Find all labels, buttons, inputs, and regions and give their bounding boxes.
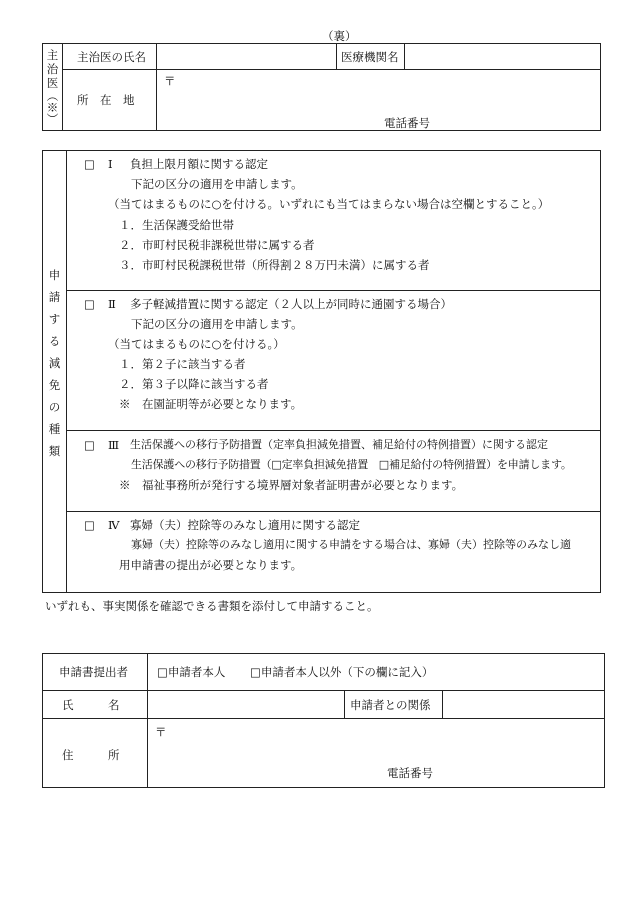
doctor-address-label: 所 在 地 — [77, 93, 135, 107]
section-3-note: ※ 福祉事務所が発行する境界層対象者証明書が必要となります。 — [119, 478, 464, 492]
reduction-side-label: 申 請 す る 減 免 の 種 類 — [48, 268, 61, 458]
page-title: （裏） — [322, 29, 357, 43]
section-1-option: １．生活保護受給世帯 — [119, 218, 234, 232]
section-3-checkbox[interactable]: □ — [84, 438, 95, 452]
section-2-line: （当てはまるものに○を付ける。） — [108, 337, 285, 351]
doctor-address-field[interactable] — [157, 70, 599, 114]
section-2-option: １．第２子に該当する者 — [119, 357, 246, 371]
doctor-phone-label: 電話番号 — [384, 116, 430, 130]
section-1-line: 下記の区分の適用を申請します。 — [131, 177, 303, 191]
section-3-title: 生活保護への移行予防措置（定率負担減免措置、補足給付の特例措置）に関する認定 — [130, 438, 548, 451]
submitter-name-field[interactable] — [148, 691, 343, 718]
submitter-address-label: 住 所 — [62, 748, 120, 762]
section-1-line: （当てはまるものに○を付ける。いずれにも当てはまらない場合は空欄とすること。） — [108, 197, 550, 211]
footnote: いずれも、事実関係を確認できる書類を添付して申請すること。 — [45, 599, 379, 613]
doctor-name-field[interactable] — [157, 44, 335, 69]
doctor-postal-mark: 〒 — [164, 74, 176, 88]
institution-field[interactable] — [405, 44, 599, 69]
section-1-title: 負担上限月額に関する認定 — [130, 157, 268, 171]
submitter-label: 申請書提出者 — [59, 665, 128, 679]
submitter-phone-label: 電話番号 — [387, 766, 433, 780]
section-2-title: 多子軽減措置に関する認定（２人以上が同時に通園する場合） — [130, 297, 452, 311]
section-1-checkbox[interactable]: □ — [84, 157, 95, 171]
doctor-name-label: 主治医の氏名 — [77, 50, 146, 64]
section-2-note: ※ 在園証明等が必要となります。 — [119, 397, 303, 411]
section-4-checkbox[interactable]: □ — [84, 518, 95, 532]
relation-label: 申請者との関係 — [350, 698, 431, 712]
section-4-numeral: Ⅳ — [108, 518, 120, 532]
section-1-option: ２．市町村民税非課税世帯に属する者 — [119, 238, 315, 252]
section-4-line: 用申請書の提出が必要となります。 — [119, 558, 303, 572]
doctor-side-label: 主 治 医 （※） — [45, 48, 60, 125]
section-3-numeral: Ⅲ — [108, 438, 120, 452]
section-2-checkbox[interactable]: □ — [84, 297, 95, 311]
section-2-line: 下記の区分の適用を申請します。 — [131, 317, 303, 331]
relation-field[interactable] — [443, 691, 603, 718]
section-1-option: ３．市町村民税課税世帯（所得割２８万円未満）に属する者 — [119, 258, 430, 272]
section-2-option: ２．第３子以降に該当する者 — [119, 377, 269, 391]
submitter-address-field[interactable] — [148, 719, 603, 763]
section-3-line: 生活保護への移行予防措置（□定率負担減免措置 □補足給付の特例措置）を申請します。 — [131, 458, 572, 471]
submitter-name-label: 氏 名 — [62, 698, 120, 712]
section-4-line: 寡婦（夫）控除等のみなし適用に関する申請をする場合は、寡婦（夫）控除等のみなし適 — [131, 538, 571, 551]
submitter-postal-mark: 〒 — [155, 725, 167, 739]
submitter-other-option[interactable]: □申請者本人以外（下の欄に記入） — [250, 665, 434, 679]
section-2-numeral: Ⅱ — [108, 297, 116, 311]
section-1-numeral: Ⅰ — [108, 157, 113, 171]
submitter-self-option[interactable]: □申請者本人 — [157, 665, 226, 679]
institution-label: 医療機関名 — [341, 50, 399, 64]
section-4-title: 寡婦（夫）控除等のみなし適用に関する認定 — [130, 518, 360, 532]
